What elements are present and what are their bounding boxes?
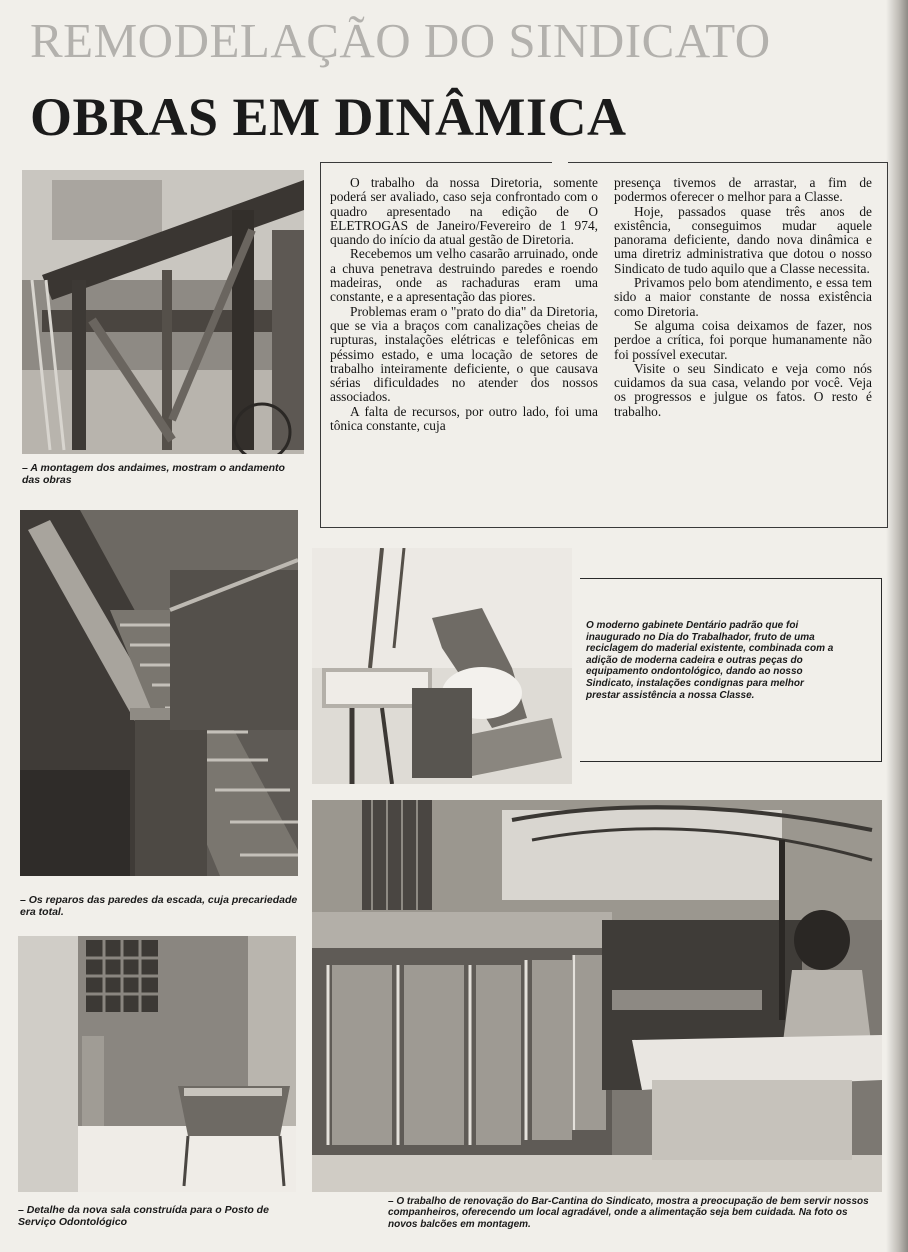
page-edge-shadow xyxy=(886,0,908,1252)
photo-dental-chair xyxy=(312,548,572,784)
caption-staircase: – Os reparos das paredes da escada, cuja precariedade era total. xyxy=(20,894,298,918)
article-column-right xyxy=(614,176,872,419)
photo-new-room xyxy=(18,936,296,1192)
article-paragraph: A falta de recursos, por outro lado, foi uma tônica constante, cuja xyxy=(330,403,598,434)
caption-dental: O moderno gabinete Dentário padrão que foi inaugurado no Dia do Trabalhador, fruto de uma reciclagem do maderial existente, combinada com a adição de moderna cadeira e outras peças do equipamento ondontológico, dando ao nosso Sindicato, instalações condignas para melhor prestar assistência a nossa Classe. xyxy=(586,620,834,701)
article-paragraph: Problemas eram o "prato do dia" da Diretoria, que se via a braços com canalizações cheias de rupturas, instalações elétricas e telefônicas em péssimo estado, e uma locação de setores de trabalho inteiramente deficiente, o que causava sérias dificuldades no atender dos nossos associados. xyxy=(330,303,598,405)
photo-scaffolding xyxy=(22,170,304,454)
photo-bar-cantina xyxy=(312,800,882,1192)
article-paragraph: Hoje, passados quase três anos de existência, conseguimos mudar aquele panorama deficiente, dando nova dinâmica e uma diretriz administrativa que dotou o nosso Sindicato de tudo aquilo que a Classe necessita. xyxy=(614,203,872,276)
caption-scaffolding: – A montagem dos andaimes, mostram o andamento das obras xyxy=(22,462,285,486)
article-paragraph: Privamos pelo bom atendimento, e essa tem sido a maior constante de nossa existência como Diretoria. xyxy=(614,275,872,319)
article-paragraph: O trabalho da nossa Diretoria, somente poderá ser avaliado, caso seja confrontado com o quadro apresentado na edição de O ELETROGAS de Janeiro/Fevereiro de 1 974, quando do início da atual gestão de Diretoria. xyxy=(330,175,598,248)
photo-staircase xyxy=(20,510,298,876)
article-paragraph: Visite o seu Sindicato e veja como nós cuidamos da sua casa, velando por você. Veja os progressos e julgue os fatos. O resto é trabalho. xyxy=(614,360,872,419)
article-column-left xyxy=(330,176,598,433)
article-paragraph: Recebemos um velho casarão arruinado, onde a chuva penetrava destruindo paredes e roendo madeiras, onde as rachaduras eram uma constante, e a apresentação das piores. xyxy=(330,246,598,305)
page-headline: OBRAS EM DINÂMICA xyxy=(30,87,627,147)
caption-bar-cantina: – O trabalho de renovação do Bar-Cantina do Sindicato, mostra a preocupação de bem servir nossos companheiros, oferecendo um local agradável, onde a alimentação seja bem cuidada. Na foto os novos balcões em montagem. xyxy=(388,1196,869,1230)
kicker-title: REMODELAÇÃO DO SINDICATO xyxy=(30,13,771,68)
article-paragraph: presença tivemos de arrastar, a fim de podermos oferecer o melhor para a Classe. xyxy=(614,175,872,205)
article-paragraph: Se alguma coisa deixamos de fazer, nos perdoe a crítica, foi porque humanamente não foi possível executar. xyxy=(614,317,872,362)
caption-new-room: – Detalhe da nova sala construída para o Posto de Serviço Odontológico xyxy=(18,1204,269,1228)
